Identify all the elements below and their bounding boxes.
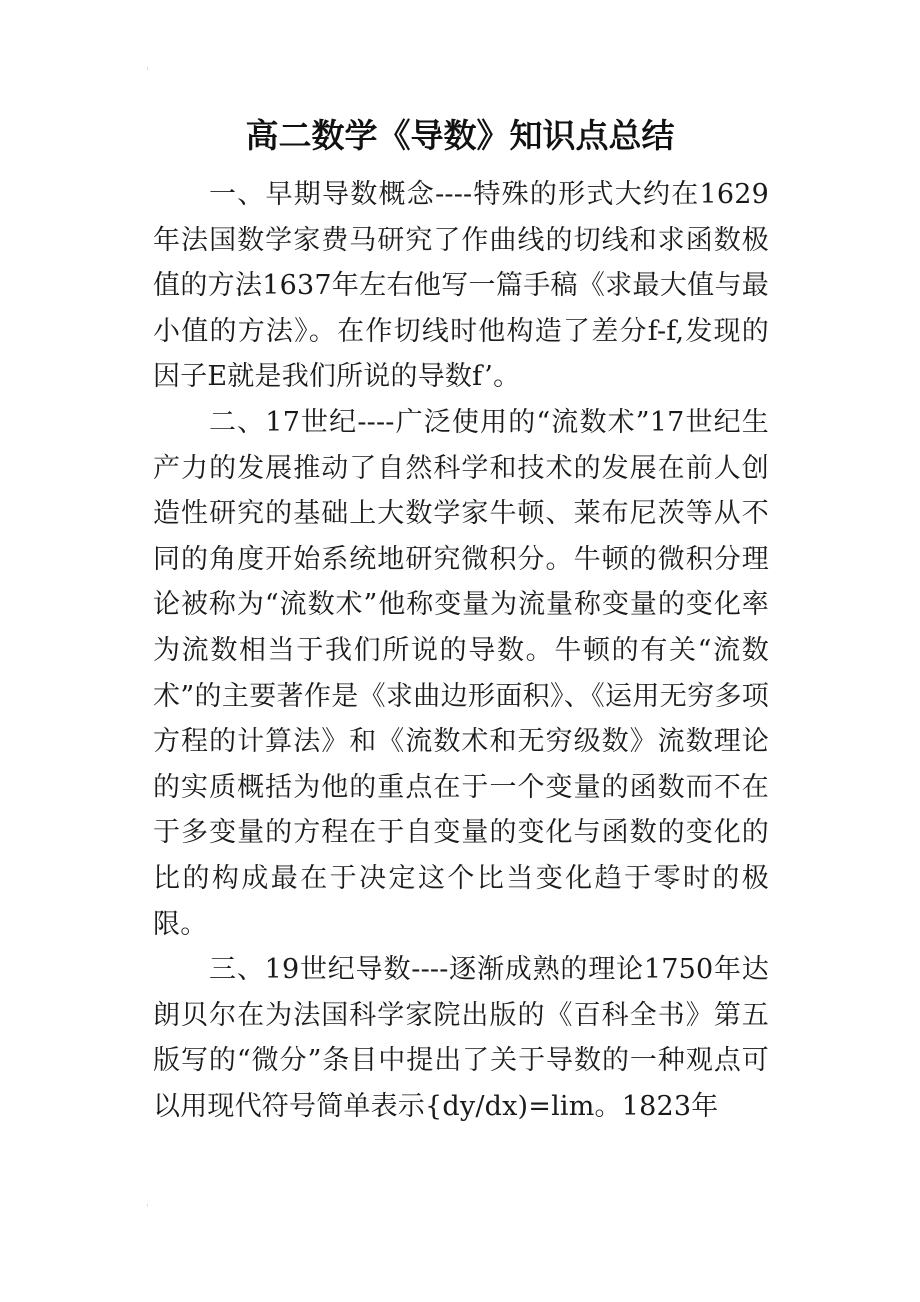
paragraph-19th-century: 三、19世纪导数----逐渐成熟的理论1750年达朗贝尔在为法国科学家院出版的《百科全书》第五版写的“微分”条目中提出了关于导数的一种观点可以用现代符号简单表示{dy/dx)=lim。1823年 (153, 954, 769, 1122)
page-title: 高二数学《导数》知识点总结 (245, 116, 675, 155)
document-body (153, 172, 769, 1129)
scan-mark-icon: ˌ (146, 1197, 149, 1208)
scan-mark-icon: ˈ (146, 67, 149, 78)
paragraph-17th-century: 二、17世纪----广泛使用的“流数术”17世纪生产力的发展推动了自然科学和技术的发展在前人创造性研究的基础上大数学家牛顿、莱布尼茨等从不同的角度开始系统地研究微积分。牛顿的微积分理论被称为“流数术”他称变量为流量称变量的变化率为流数相当于我们所说的导数。牛顿的有关“流数术”的主要著作是《求曲边形面积》、《运用无穷多项方程的计算法》和《流数术和无穷级数》流数理论的实质概括为他的重点在于一个变量的函数而不在于多变量的方程在于自变量的变化与函数的变化的比的构成最在于决定这个比当变化趋于零时的极限。 (153, 406, 769, 940)
paragraph-early-derivative: 一、早期导数概念----特殊的形式大约在1629年法国数学家费马研究了作曲线的切线和求函数极值的方法1637年左右他写一篇手稿《求最大值与最小值的方法》。在作切线时他构造了差分f-f,发现的因子E就是我们所说的导数f’。 (153, 179, 769, 393)
